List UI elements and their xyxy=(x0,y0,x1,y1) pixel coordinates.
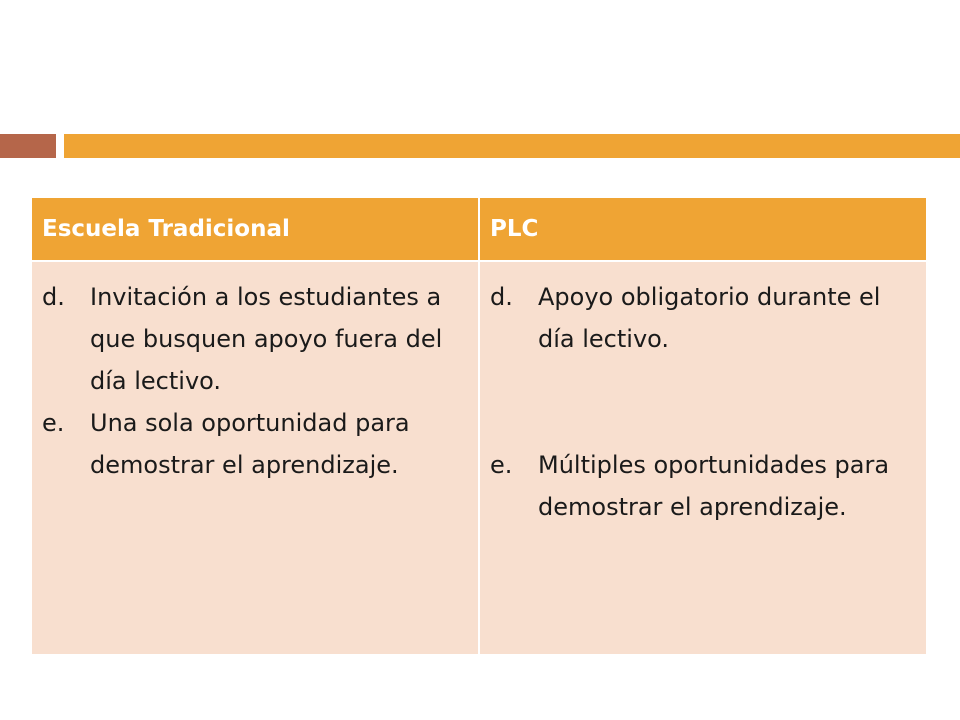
list-item-text: Invitación a los estudiantes a que busquen apoyo fuera del día lectivo. xyxy=(90,283,443,395)
header-plc: PLC xyxy=(479,197,927,261)
list-item-text: Apoyo obligatorio durante el día lectivo. xyxy=(538,283,881,353)
table-row xyxy=(31,261,927,655)
spacer xyxy=(490,360,918,444)
list-item xyxy=(490,276,918,360)
list-item xyxy=(42,276,470,402)
list-marker: e. xyxy=(42,409,65,437)
list-item-text: Múltiples oportunidades para demostrar el aprendizaje. xyxy=(538,451,890,521)
list-marker: d. xyxy=(42,283,65,311)
list-item xyxy=(42,402,470,486)
accent-bar-large xyxy=(64,134,960,158)
cell-plc xyxy=(479,261,927,655)
header-escuela-tradicional: Escuela Tradicional xyxy=(31,197,479,261)
comparison-table xyxy=(30,196,928,656)
cell-escuela-tradicional xyxy=(31,261,479,655)
list-marker: d. xyxy=(490,283,513,311)
table-header-row xyxy=(31,197,927,261)
list-item xyxy=(490,444,918,528)
accent-bar-small xyxy=(0,134,56,158)
list-marker: e. xyxy=(490,451,513,479)
list-item-text: Una sola oportunidad para demostrar el aprendizaje. xyxy=(90,409,410,479)
